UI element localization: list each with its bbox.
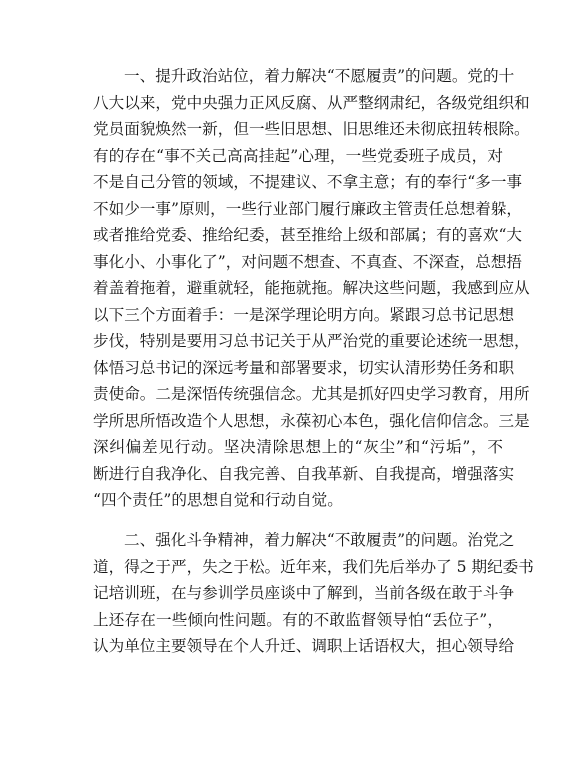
text-line: 断进行自我净化、自我完善、自我革新、自我提高，增强落实 <box>93 464 515 483</box>
text-line: 体悟习总书记的深远考量和部署要求，切实认清形势任务和职 <box>93 358 515 377</box>
text-line: 着盖着拖着，避重就轻，能拖就拖。解决这些问题，我感到应从 <box>93 279 530 297</box>
text-line: 党员面貌焕然一新，但一些旧思想、旧思维还未彻底扭转根除。 <box>93 120 530 138</box>
text-line: 学所思所悟改造个人思想，永葆初心本色，强化信仰信念。三是 <box>93 411 530 430</box>
text-line: 一、提升政治站位，着力解决“不愿履责”的问题。党的十 <box>124 67 515 85</box>
text-line: 不是自己分管的领域，不提建议、不拿主意；有的奉行“多一事 <box>93 173 523 191</box>
text-line: 二、强化斗争精神，着力解决“不敢履责”的问题。治党之 <box>124 531 515 549</box>
paragraph-afraid-responsibility <box>93 527 534 660</box>
text-line: 上还存在一些倾向性问题。有的不敢监督领导怕“丢位子”， <box>93 610 503 629</box>
text-line: 以下三个方面着手：一是深学理论明方向。紧跟习总书记思想 <box>93 305 515 324</box>
text-line: 道，得之于严，失之于松。近年来，我们先后举办了 5 期纪委书 <box>93 557 534 576</box>
text-line: 认为单位主要领导在个人升迁、调职上话语权大，担心领导给 <box>93 637 515 655</box>
text-line: 步伐，特别是要用习总书记关于从严治党的重要论述统一思想， <box>93 332 530 350</box>
text-line: 有的存在“事不关己高高挂起”心理，一些党委班子成员，对 <box>93 146 503 165</box>
text-line: 责使命。二是深悟传统强信念。尤其是抓好四史学习教育，用所 <box>93 385 530 403</box>
text-line: 事化小、小事化了”，对问题不想查、不真查、不深查，总想捂 <box>93 252 523 271</box>
text-line: 不如少一事”原则，一些行业部门履行廉政主管责任总想着躲， <box>93 199 523 218</box>
text-line: 或者推给党委、推给纪委，甚至推给上级和部属；有的喜欢“大 <box>93 226 523 244</box>
paragraph-unwilling-responsibility <box>93 63 530 514</box>
text-line: “四个责任”的思想自觉和行动自觉。 <box>93 491 343 509</box>
text-line: 记培训班，在与参训学员座谈中了解到，当前各级在敢于斗争 <box>93 584 515 602</box>
text-line: 八大以来，党中央强力正风反腐、从严整纲肃纪，各级党组织和 <box>93 93 530 112</box>
text-line: 深纠偏差见行动。坚决清除思想上的“灰尘”和“污垢”，不 <box>93 438 503 456</box>
